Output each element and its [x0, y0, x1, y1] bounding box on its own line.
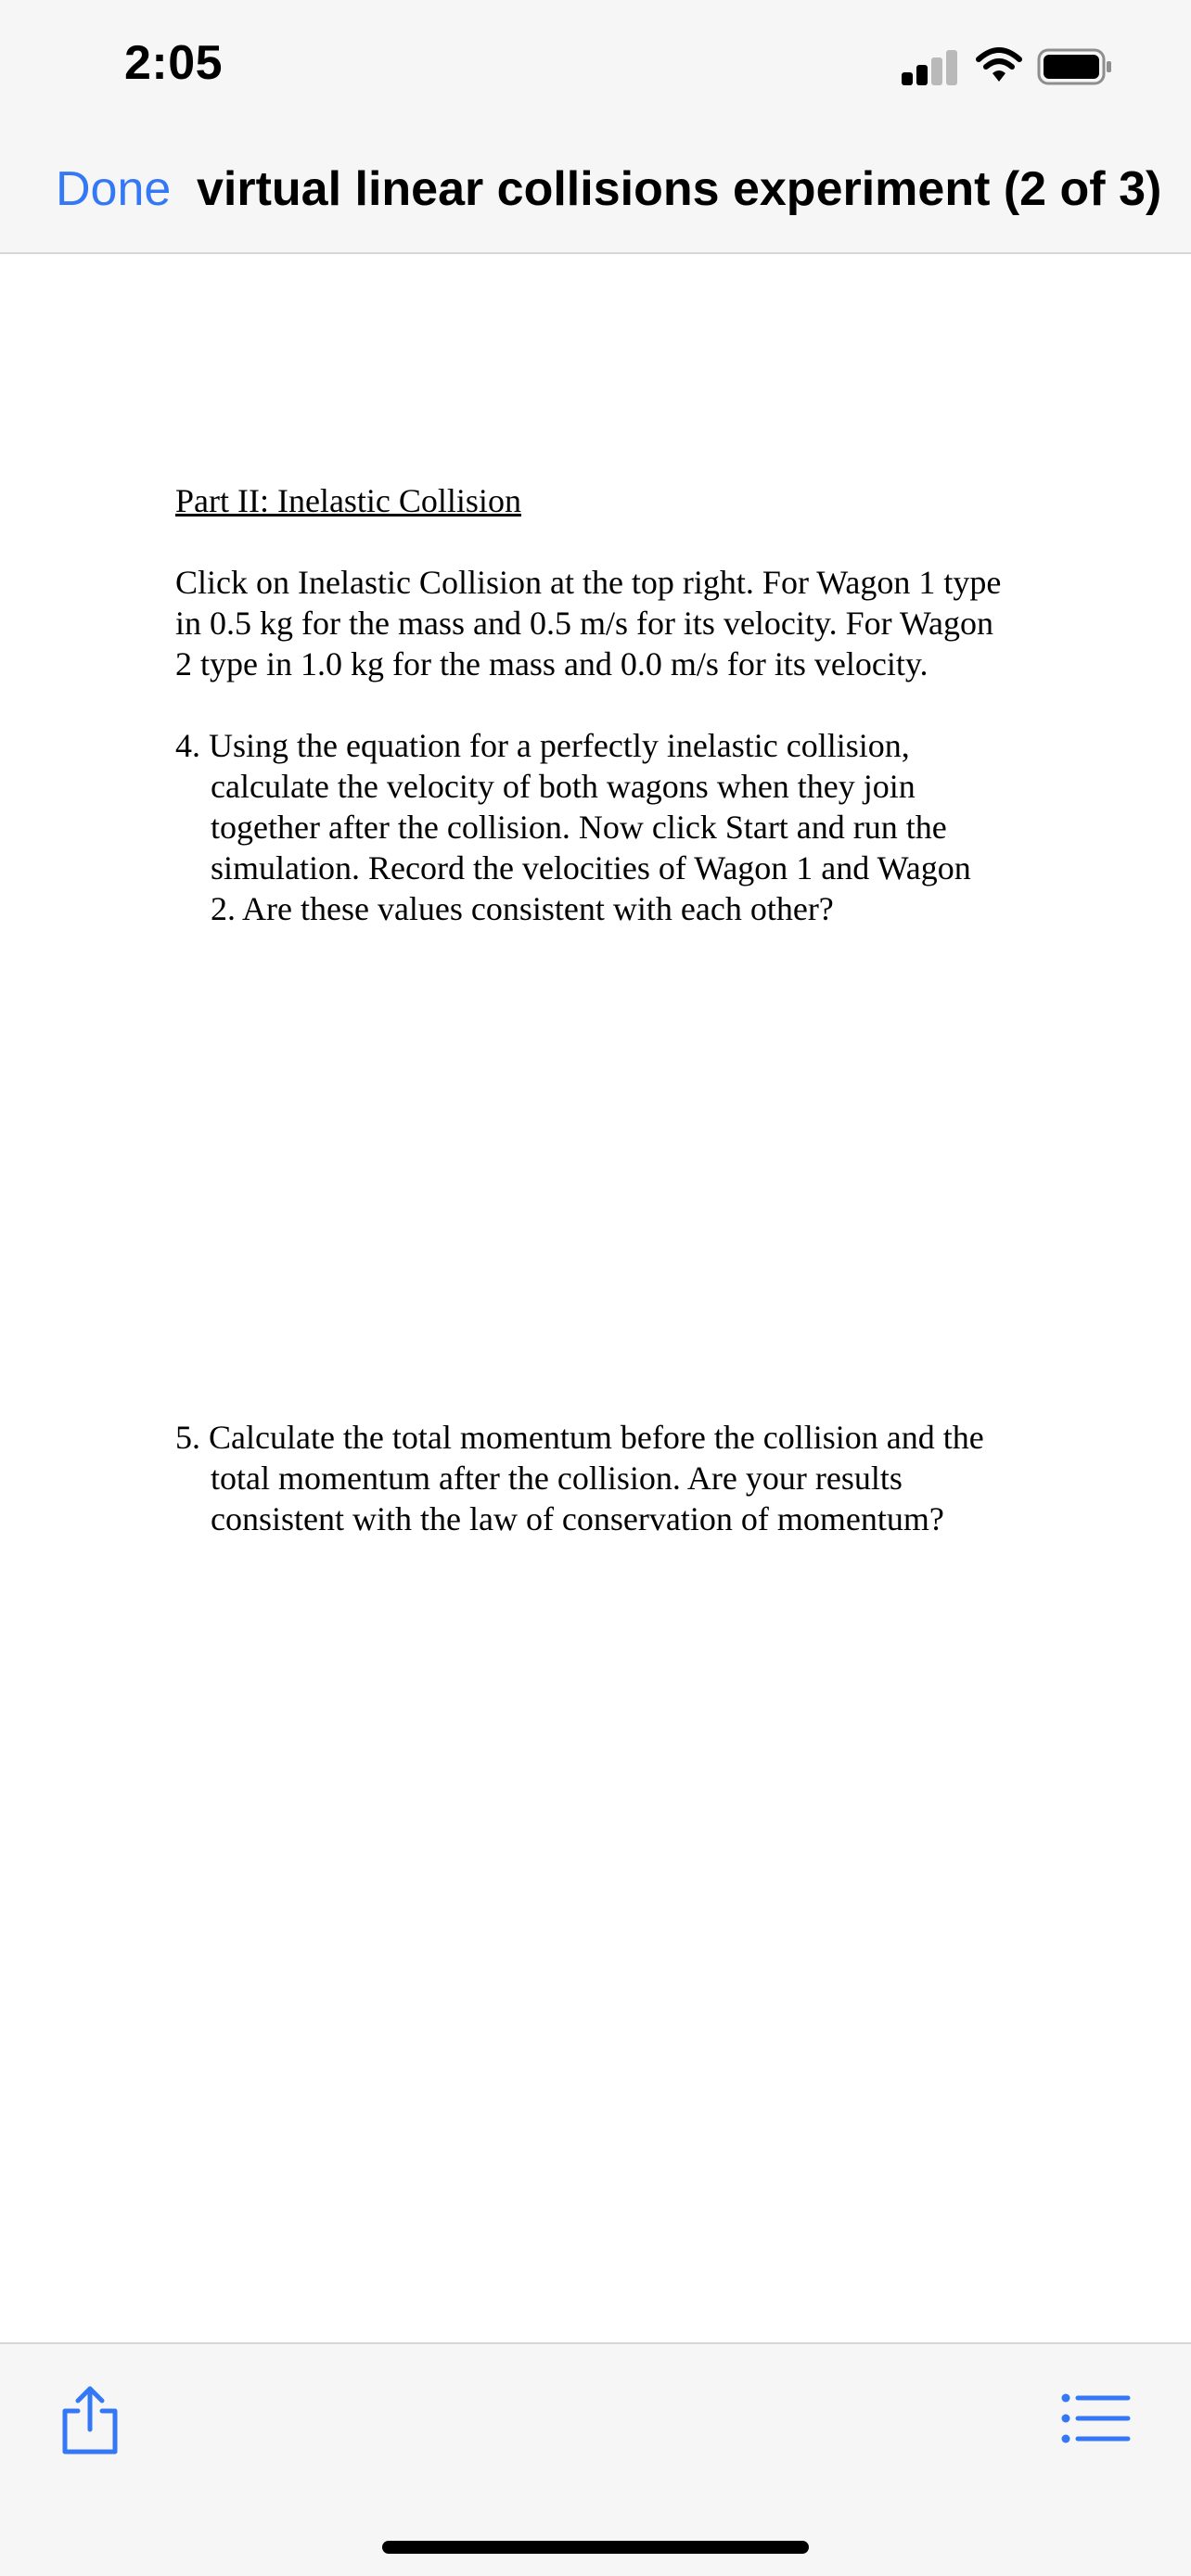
intro-line: 2 type in 1.0 kg for the mass and 0.0 m/s for its velocity.	[175, 645, 928, 682]
done-button[interactable]: Done	[56, 162, 172, 216]
document-page[interactable]	[0, 254, 1191, 2342]
wifi-icon	[976, 46, 1022, 83]
question-4	[175, 725, 1066, 929]
home-indicator[interactable]	[382, 2541, 809, 2554]
question-line: 4. Using the equation for a perfectly inelastic collision,	[175, 727, 910, 764]
battery-icon	[1037, 48, 1113, 85]
question-line: consistent with the law of conservation of momentum?	[211, 1500, 944, 1537]
status-time: 2:05	[124, 36, 224, 90]
question-line: 5. Calculate the total momentum before the collision and the	[175, 1419, 984, 1456]
list-icon[interactable]	[1061, 2392, 1132, 2444]
page-title: virtual linear collisions experiment (2 of 3)	[197, 162, 1162, 216]
status-bar	[0, 0, 1191, 130]
share-icon[interactable]	[58, 2383, 122, 2457]
intro-line: Click on Inelastic Collision at the top right. For Wagon 1 type	[175, 564, 1002, 601]
question-line: simulation. Record the velocities of Wagon 1 and Wagon	[211, 849, 971, 886]
question-line: calculate the velocity of both wagons when they join	[211, 768, 916, 805]
question-line: together after the collision. Now click Start and run the	[211, 809, 947, 846]
question-line: 2. Are these values consistent with each other?	[211, 890, 834, 927]
cellular-signal-icon	[902, 48, 959, 85]
nav-bar	[0, 130, 1191, 254]
question-5	[175, 1417, 1066, 1539]
question-line: total momentum after the collision. Are your results	[211, 1460, 903, 1497]
intro-line: in 0.5 kg for the mass and 0.5 m/s for its velocity. For Wagon	[175, 605, 993, 642]
intro-paragraph	[175, 562, 1066, 684]
bottom-toolbar	[0, 2342, 1191, 2576]
section-heading: Part II: Inelastic Collision	[175, 482, 521, 519]
